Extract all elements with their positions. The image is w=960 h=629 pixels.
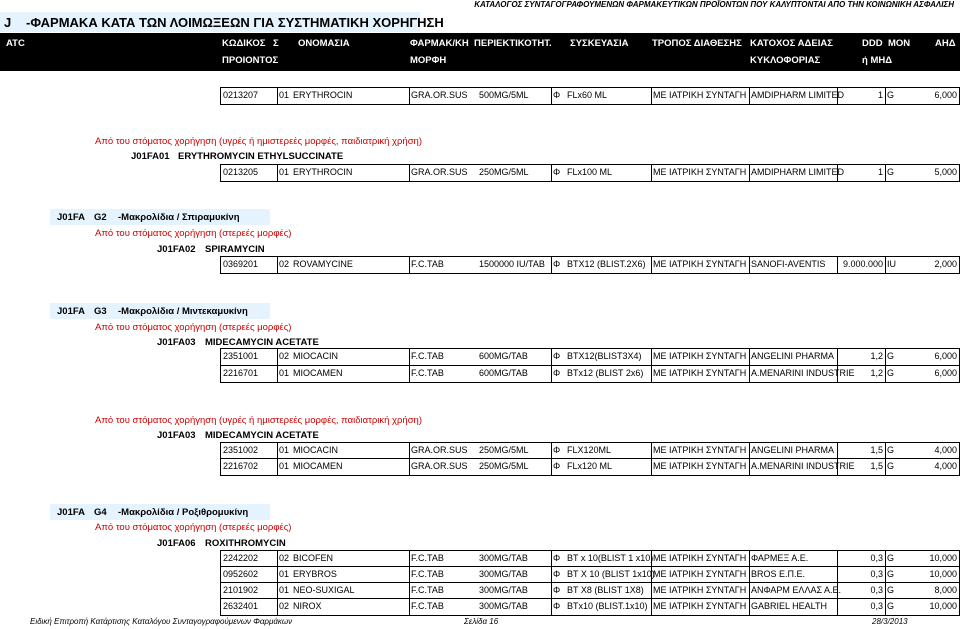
title-text: -ΦΑΡΜΑΚΑ ΚΑΤΑ ΤΩΝ ΛΟΙΜΩΞΕΩΝ ΓΙΑ ΣΥΣΤΗΜΑΤΙΚΗ ΧΟΡΗΓΗΣΗ <box>26 15 444 30</box>
cell-package: BTX12(BLIST3X4) <box>567 351 642 361</box>
cell-unit: G <box>887 585 895 595</box>
cell-separator <box>551 551 552 567</box>
cell-separator <box>409 165 410 181</box>
cell-holder: ANGELINI PHARMA <box>751 351 835 361</box>
substance-name: SPIRAMYCIN <box>205 244 265 255</box>
cell-me: ΜΕ <box>653 90 667 100</box>
cell-separator <box>409 567 410 583</box>
cell-s: 02 <box>279 259 290 269</box>
cell-separator <box>551 459 552 475</box>
substance-name: MIDECAMYCIN ACETATE <box>205 337 319 348</box>
cell-separator <box>885 165 886 181</box>
group-name: -Μακρολίδια / Μιντεκαμυκίνη <box>118 306 248 317</box>
group-atc: J01FA <box>57 212 85 223</box>
cell-separator <box>885 551 886 567</box>
cell-flag: Φ <box>553 368 561 378</box>
cell-aid: 6,000 <box>934 351 957 361</box>
group-name: -Μακρολίδια / Ροξιθρομυκίνη <box>118 507 249 518</box>
cell-dispensing: ΙΑΤΡΙΚΗ ΣΥΝΤΑΓΗ <box>669 461 747 471</box>
cell-unit: G <box>887 167 895 177</box>
header-form-2: ΜΟΡΦΗ <box>410 55 447 66</box>
cell-separator <box>837 443 838 459</box>
header-strength: ΠΕΡΙΕΚΤΙΚΟΤΗΤ. <box>474 38 552 49</box>
cell-separator <box>409 599 410 615</box>
cell-flag: Φ <box>553 601 561 611</box>
cell-form: GRA.OR.SUS <box>411 167 468 177</box>
cell-code: 0213205 <box>223 167 259 177</box>
substance-code: J01FA01 <box>131 151 170 162</box>
table-row <box>220 348 960 366</box>
cell-package: FLx60 ML <box>567 90 608 100</box>
route-label: Από του στόματος χορήγηση (στερεές μορφές) <box>95 322 292 333</box>
cell-strength: 250MG/5ML <box>479 461 529 471</box>
route-label: Από του στόματος χορήγηση (στερεές μορφές) <box>95 228 292 239</box>
cell-code: 2101902 <box>223 585 259 595</box>
cell-s: 01 <box>279 585 290 595</box>
cell-separator <box>409 583 410 599</box>
cell-code: 0369201 <box>223 259 259 269</box>
cell-s: 02 <box>279 553 290 563</box>
cell-separator <box>651 165 652 181</box>
cell-package: FLx100 ML <box>567 167 613 177</box>
cell-flag: Φ <box>553 461 561 471</box>
route-label: Από του στόματος χορήγηση (υγρές ή ημιστερεές μορφές, παιδιατρική χρήση) <box>95 415 423 426</box>
cell-separator <box>837 551 838 567</box>
cell-flag: Φ <box>553 569 561 579</box>
cell-s: 01 <box>279 461 290 471</box>
cell-separator <box>885 443 886 459</box>
cell-package: BTX12 (BLIST.2X6) <box>567 259 646 269</box>
cell-form: F.C.TAB <box>411 585 444 595</box>
cell-s: 02 <box>279 601 290 611</box>
cell-package: BT X8 (BLIST 1X8) <box>567 585 644 595</box>
cell-separator <box>277 366 278 382</box>
cell-me: ΜΕ <box>653 461 667 471</box>
cell-me: ΜΕ <box>653 553 667 563</box>
cell-package: FLX120ML <box>567 445 612 455</box>
cell-dispensing: ΙΑΤΡΙΚΗ ΣΥΝΤΑΓΗ <box>669 585 747 595</box>
cell-ddd: 1,5 <box>870 445 883 455</box>
cell-form: GRA.OR.SUS <box>411 445 468 455</box>
cell-separator <box>277 349 278 365</box>
header-atc: ATC <box>6 38 25 49</box>
cell-dispensing: ΙΑΤΡΙΚΗ ΣΥΝΤΑΓΗ <box>669 167 747 177</box>
cell-me: ΜΕ <box>653 259 667 269</box>
cell-dispensing: ΙΑΤΡΙΚΗ ΣΥΝΤΑΓΗ <box>669 259 747 269</box>
cell-separator <box>837 567 838 583</box>
cell-separator <box>551 567 552 583</box>
substance-code: J01FA03 <box>157 430 196 441</box>
cell-holder: ΑΝΦΑΡΜ ΕΛΛΑΣ Α.Ε. <box>751 585 842 595</box>
cell-holder: AMDIPHARM LIMITED <box>751 167 845 177</box>
cell-strength: 300MG/TAB <box>479 585 528 595</box>
cell-me: ΜΕ <box>653 569 667 579</box>
cell-separator <box>749 459 750 475</box>
cell-code: 2351001 <box>223 351 259 361</box>
cell-ddd: 0,3 <box>870 601 883 611</box>
cell-flag: Φ <box>553 553 561 563</box>
cell-separator <box>551 599 552 615</box>
substance-code: J01FA03 <box>157 337 196 348</box>
cell-separator <box>651 366 652 382</box>
cell-aid: 4,000 <box>934 445 957 455</box>
cell-s: 01 <box>279 90 290 100</box>
cell-strength: 250MG/5ML <box>479 167 529 177</box>
cell-strength: 500MG/5ML <box>479 90 529 100</box>
footer-date: 28/3/2013 <box>872 617 908 626</box>
cell-package: FLx120 ML <box>567 461 613 471</box>
cell-flag: Φ <box>553 445 561 455</box>
cell-separator <box>885 257 886 273</box>
substance-code: J01FA02 <box>157 244 196 255</box>
cell-me: ΜΕ <box>653 585 667 595</box>
header-circulation: ΚΥΚΛΟΦΟΡΙΑΣ <box>750 55 821 66</box>
cell-s: 02 <box>279 351 290 361</box>
cell-form: F.C.TAB <box>411 553 444 563</box>
cell-separator <box>277 443 278 459</box>
cell-separator <box>885 583 886 599</box>
route-label: Από του στόματος χορήγηση (υγρές ή ημιστερεές μορφές, παιδιατρική χρήση) <box>95 136 423 147</box>
cell-me: ΜΕ <box>653 368 667 378</box>
cell-separator <box>277 599 278 615</box>
cell-unit: G <box>887 553 895 563</box>
cell-separator <box>277 165 278 181</box>
cell-code: 2242202 <box>223 553 259 563</box>
cell-separator <box>277 88 278 104</box>
header-holder: ΚΑΤΟΧΟΣ ΑΔΕΙΑΣ <box>750 38 833 49</box>
cell-separator <box>885 88 886 104</box>
cell-dispensing: ΙΑΤΡΙΚΗ ΣΥΝΤΑΓΗ <box>669 601 747 611</box>
cell-separator <box>409 443 410 459</box>
title-atc-code: J <box>4 15 12 30</box>
group-atc: J01FA <box>57 507 85 518</box>
cell-name: ERYBROS <box>293 569 337 579</box>
cell-separator <box>409 459 410 475</box>
cell-name: BICOFEN <box>293 553 334 563</box>
table-header <box>0 33 960 71</box>
cell-code: 0213207 <box>223 90 259 100</box>
cell-form: F.C.TAB <box>411 259 444 269</box>
cell-separator <box>551 88 552 104</box>
cell-me: ΜΕ <box>653 351 667 361</box>
cell-package: BT X 10 (BLIST 1x10) <box>567 569 655 579</box>
cell-separator <box>277 567 278 583</box>
cell-s: 01 <box>279 445 290 455</box>
cell-aid: 6,000 <box>934 90 957 100</box>
cell-ddd: 1 <box>877 90 883 100</box>
cell-me: ΜΕ <box>653 167 667 177</box>
footer-committee: Ειδική Επιτροπή Κατάρτισης Καταλόγου Συνταγογραφούμενων Φαρμάκων <box>30 617 293 626</box>
cell-separator <box>651 583 652 599</box>
cell-name: MIOCAMEN <box>293 461 343 471</box>
cell-code: 2632401 <box>223 601 259 611</box>
cell-name: ERYTHROCIN <box>293 167 353 177</box>
cell-strength: 300MG/TAB <box>479 601 528 611</box>
cell-flag: Φ <box>553 351 561 361</box>
header-form: ΦΑΡΜΑΚ/ΚΗ <box>410 38 469 49</box>
cell-form: F.C.TAB <box>411 569 444 579</box>
cell-ddd: 0,3 <box>870 553 883 563</box>
cell-holder: AMDIPHARM LIMITED <box>751 90 845 100</box>
cell-separator <box>749 551 750 567</box>
cell-form: F.C.TAB <box>411 351 444 361</box>
cell-separator <box>651 349 652 365</box>
cell-unit: G <box>887 445 895 455</box>
cell-holder: ANGELINI PHARMA <box>751 445 835 455</box>
cell-dispensing: ΙΑΤΡΙΚΗ ΣΥΝΤΑΓΗ <box>669 553 747 563</box>
document-caption: ΚΑΤΑΛΟΓΟΣ ΣΥΝΤΑΓΟΓΡΑΦΟΥΜΕΝΩΝ ΦΑΡΜΑΚΕΥΤΙΚΩΝ ΠΡΟΪΟΝΤΩΝ ΠΟΥ ΚΑΛΥΠΤΟΝΤΑΙ ΑΠΟ ΤΗΝ ΚΟΙΝΩΝΙΚΗ ΑΣΦΑΛΙΣΗ <box>474 0 954 9</box>
cell-me: ΜΕ <box>653 601 667 611</box>
cell-strength: 300MG/TAB <box>479 569 528 579</box>
cell-separator <box>551 349 552 365</box>
cell-separator <box>277 459 278 475</box>
cell-separator <box>551 443 552 459</box>
table-row <box>220 256 960 274</box>
group-name: -Μακρολίδια / Σπιραμυκίνη <box>118 212 240 223</box>
cell-holder: BROS Ε.Π.Ε. <box>751 569 806 579</box>
cell-ddd: 0,3 <box>870 569 883 579</box>
cell-code: 2216702 <box>223 461 259 471</box>
cell-aid: 8,000 <box>934 585 957 595</box>
cell-name: NIROX <box>293 601 322 611</box>
cell-separator <box>651 599 652 615</box>
cell-separator <box>749 567 750 583</box>
cell-flag: Φ <box>553 259 561 269</box>
group-id: G2 <box>94 212 107 223</box>
cell-flag: Φ <box>553 90 561 100</box>
substance-name: ERYTHROMYCIN ETHYLSUCCINATE <box>178 151 344 162</box>
table-row <box>220 365 960 383</box>
cell-separator <box>885 349 886 365</box>
cell-s: 01 <box>279 368 290 378</box>
table-row <box>220 598 960 616</box>
cell-holder: A.MENARINI INDUSTRIE <box>751 368 855 378</box>
cell-separator <box>651 88 652 104</box>
cell-package: BT x 10(BLIST 1 x10) <box>567 553 654 563</box>
cell-aid: 6,000 <box>934 368 957 378</box>
cell-form: F.C.TAB <box>411 368 444 378</box>
header-code: ΚΩΔΙΚΟΣ <box>222 38 266 49</box>
cell-aid: 2,000 <box>934 259 957 269</box>
cell-ddd: 9.000.000 <box>842 259 883 269</box>
table-row <box>220 164 960 182</box>
cell-package: BTx12 (BLIST 2x6) <box>567 368 644 378</box>
header-package: ΣΥΣΚΕΥΑΣΙΑ <box>570 38 629 49</box>
cell-separator <box>551 257 552 273</box>
cell-aid: 10,000 <box>929 569 957 579</box>
cell-separator <box>749 443 750 459</box>
cell-strength: 600MG/TAB <box>479 351 528 361</box>
cell-name: ERYTHROCIN <box>293 90 353 100</box>
cell-flag: Φ <box>553 167 561 177</box>
cell-dispensing: ΙΑΤΡΙΚΗ ΣΥΝΤΑΓΗ <box>669 569 747 579</box>
cell-holder: GABRIEL HEALTH <box>751 601 828 611</box>
cell-s: 01 <box>279 167 290 177</box>
cell-dispensing: ΙΑΤΡΙΚΗ ΣΥΝΤΑΓΗ <box>669 445 747 455</box>
table-row <box>220 87 960 105</box>
cell-unit: G <box>887 351 895 361</box>
cell-separator <box>885 366 886 382</box>
route-label: Από του στόματος χορήγηση (στερεές μορφές) <box>95 522 292 533</box>
substance-code: J01FA06 <box>157 538 196 549</box>
substance-name: ROXITHROMYCIN <box>205 538 286 549</box>
cell-name: NEO-SUXIGAL <box>293 585 355 595</box>
cell-separator <box>651 257 652 273</box>
cell-s: 01 <box>279 569 290 579</box>
cell-aid: 10,000 <box>929 553 957 563</box>
cell-separator <box>885 459 886 475</box>
cell-dispensing: ΙΑΤΡΙΚΗ ΣΥΝΤΑΓΗ <box>669 90 747 100</box>
header-aid: ΑΗΔ <box>935 38 956 49</box>
cell-separator <box>409 88 410 104</box>
group-atc: J01FA <box>57 306 85 317</box>
cell-aid: 10,000 <box>929 601 957 611</box>
cell-ddd: 1,2 <box>870 368 883 378</box>
group-id: G3 <box>94 306 107 317</box>
cell-separator <box>837 257 838 273</box>
cell-strength: 300MG/TAB <box>479 553 528 563</box>
cell-separator <box>409 349 410 365</box>
cell-name: MIOCAMEN <box>293 368 343 378</box>
cell-separator <box>409 551 410 567</box>
cell-holder: A.MENARINI INDUSTRIE <box>751 461 855 471</box>
cell-separator <box>277 583 278 599</box>
cell-unit: G <box>887 90 895 100</box>
cell-separator <box>749 599 750 615</box>
cell-strength: 1500000 IU/TAB <box>479 259 545 269</box>
substance-name: MIDECAMYCIN ACETATE <box>205 430 319 441</box>
cell-separator <box>885 599 886 615</box>
cell-ddd: 0,3 <box>870 585 883 595</box>
cell-unit: IU <box>887 259 896 269</box>
cell-separator <box>749 257 750 273</box>
cell-separator <box>837 349 838 365</box>
cell-separator <box>749 165 750 181</box>
cell-unit: G <box>887 461 895 471</box>
cell-unit: G <box>887 601 895 611</box>
cell-ddd: 1 <box>877 167 883 177</box>
header-name: ΟΝΟΜΑΣΙΑ <box>298 38 350 49</box>
cell-separator <box>277 551 278 567</box>
cell-separator <box>749 88 750 104</box>
header-unit: ΜΟΝ <box>888 38 911 49</box>
cell-code: 2351002 <box>223 445 259 455</box>
cell-strength: 250MG/5ML <box>479 445 529 455</box>
header-dispensing: ΤΡΟΠΟΣ ΔΙΑΘΕΣΗΣ <box>652 38 742 49</box>
cell-separator <box>409 257 410 273</box>
cell-separator <box>749 366 750 382</box>
cell-separator <box>551 165 552 181</box>
cell-aid: 5,000 <box>934 167 957 177</box>
cell-separator <box>551 583 552 599</box>
cell-form: GRA.OR.SUS <box>411 461 468 471</box>
table-row <box>220 458 960 476</box>
cell-form: GRA.OR.SUS <box>411 90 468 100</box>
cell-name: ROVAMYCINE <box>293 259 353 269</box>
cell-separator <box>749 583 750 599</box>
header-s: Σ <box>273 38 279 49</box>
cell-code: 0952602 <box>223 569 259 579</box>
header-ddd: DDD <box>862 38 883 49</box>
cell-separator <box>885 567 886 583</box>
cell-separator <box>749 349 750 365</box>
cell-flag: Φ <box>553 585 561 595</box>
footer-page-number: Σελίδα 16 <box>464 617 499 626</box>
cell-holder: ΦΑΡΜΕΞ Α.Ε. <box>751 553 809 563</box>
cell-form: F.C.TAB <box>411 601 444 611</box>
cell-dispensing: ΙΑΤΡΙΚΗ ΣΥΝΤΑΓΗ <box>669 368 747 378</box>
cell-code: 2216701 <box>223 368 259 378</box>
group-id: G4 <box>94 507 107 518</box>
cell-dispensing: ΙΑΤΡΙΚΗ ΣΥΝΤΑΓΗ <box>669 351 747 361</box>
cell-name: MIOCACIN <box>293 351 338 361</box>
cell-strength: 600MG/TAB <box>479 368 528 378</box>
cell-name: MIOCACIN <box>293 445 338 455</box>
cell-separator <box>651 443 652 459</box>
cell-unit: G <box>887 569 895 579</box>
cell-package: BTx10 (BLIST.1x10) <box>567 601 648 611</box>
cell-separator <box>651 459 652 475</box>
header-product: ΠΡΟΙΟΝΤΟΣ <box>222 55 279 66</box>
header-or-mid: ή ΜΗΔ <box>862 55 893 66</box>
cell-me: ΜΕ <box>653 445 667 455</box>
cell-separator <box>409 366 410 382</box>
cell-ddd: 1,2 <box>870 351 883 361</box>
cell-aid: 4,000 <box>934 461 957 471</box>
cell-ddd: 1,5 <box>870 461 883 471</box>
cell-separator <box>551 366 552 382</box>
cell-unit: G <box>887 368 895 378</box>
cell-holder: SANOFI-AVENTIS <box>751 259 826 269</box>
cell-separator <box>837 599 838 615</box>
cell-separator <box>277 257 278 273</box>
